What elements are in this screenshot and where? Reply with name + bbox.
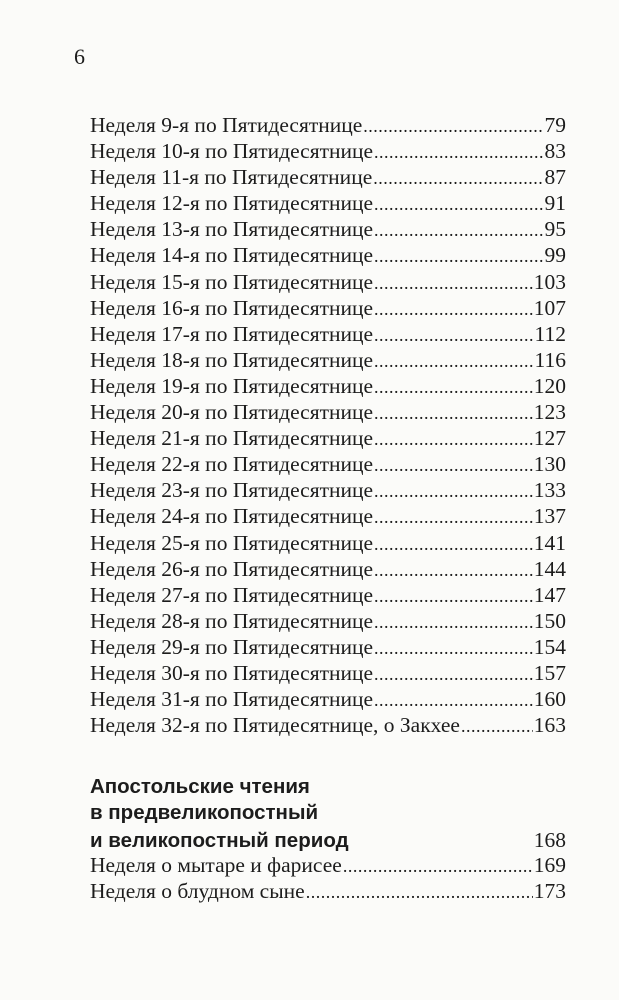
dot-leader bbox=[374, 638, 533, 659]
toc-entry[interactable] bbox=[90, 426, 566, 452]
toc-entry-page: 157 bbox=[533, 660, 566, 685]
toc-entry[interactable] bbox=[90, 713, 566, 739]
toc-entry-page: 173 bbox=[533, 879, 566, 904]
toc-entry[interactable] bbox=[90, 661, 566, 687]
toc-entry-title: Неделя 10-я по Пятидесятнице bbox=[90, 139, 374, 164]
toc-entry-title: Неделя 19-я по Пятидесятнице bbox=[90, 373, 374, 398]
toc-entry-page: 160 bbox=[533, 687, 566, 712]
toc-entry-title: Неделя 31-я по Пятидесятнице bbox=[90, 687, 374, 712]
toc-entry-page: 154 bbox=[533, 634, 566, 659]
section-page: 168 bbox=[533, 827, 566, 852]
toc-entry-page: 169 bbox=[533, 852, 566, 877]
toc-entry-title: Неделя 26-я по Пятидесятнице bbox=[90, 556, 374, 581]
dot-leader bbox=[374, 377, 533, 398]
toc-entry[interactable] bbox=[90, 139, 566, 165]
dot-leader bbox=[374, 299, 533, 320]
toc-entry-title: Неделя 27-я по Пятидесятнице bbox=[90, 582, 374, 607]
toc-entry-title: Неделя 32-я по Пятидесятнице, о Закхее bbox=[90, 713, 460, 738]
toc-entry-title: Неделя 15-я по Пятидесятнице bbox=[90, 269, 374, 294]
toc-entry-title: Неделя 20-я по Пятидесятнице bbox=[90, 400, 374, 425]
toc-entry[interactable] bbox=[90, 452, 566, 478]
toc-entry-title: Неделя 12-я по Пятидесятнице bbox=[90, 191, 374, 216]
dot-leader bbox=[374, 220, 543, 241]
toc-entry-page: 112 bbox=[534, 321, 566, 346]
toc-entry-title: Неделя 21-я по Пятидесятнице bbox=[90, 426, 374, 451]
section-heading-line: Апостольские чтения bbox=[90, 775, 310, 798]
dot-leader bbox=[374, 560, 533, 581]
dot-leader bbox=[374, 246, 543, 267]
toc-entry-page: 150 bbox=[533, 608, 566, 633]
toc-entry[interactable] bbox=[90, 165, 566, 191]
dot-leader bbox=[374, 455, 533, 476]
toc-entry-page: 123 bbox=[533, 400, 566, 425]
toc-entry-page: 133 bbox=[533, 478, 566, 503]
dot-leader bbox=[461, 716, 533, 737]
toc-entry-title: Неделя 9-я по Пятидесятнице bbox=[90, 113, 363, 137]
toc-entry[interactable] bbox=[90, 687, 566, 713]
toc-entry[interactable] bbox=[90, 609, 566, 635]
toc-entry-page: 107 bbox=[533, 295, 566, 320]
toc-entry-page: 137 bbox=[533, 504, 566, 529]
toc-entry-page: 127 bbox=[533, 426, 566, 451]
toc-entry-title: Неделя 14-я по Пятидесятнице bbox=[90, 243, 374, 268]
section-heading-line: и великопостный период bbox=[90, 828, 349, 852]
dot-leader bbox=[374, 351, 534, 372]
toc-entry-title: Неделя 30-я по Пятидесятнице bbox=[90, 660, 374, 685]
dot-leader bbox=[374, 142, 543, 163]
toc-entry[interactable] bbox=[90, 296, 566, 322]
toc-entry-page: 79 bbox=[544, 113, 566, 137]
dot-leader bbox=[374, 481, 533, 502]
dot-leader bbox=[374, 690, 533, 711]
toc-entry-title: Неделя 17-я по Пятидесятнице bbox=[90, 321, 374, 346]
toc-entry-page: 103 bbox=[533, 269, 566, 294]
toc-entry[interactable] bbox=[90, 557, 566, 583]
toc-entry-page: 163 bbox=[533, 713, 566, 738]
toc-entry-title: Неделя 29-я по Пятидесятнице bbox=[90, 634, 374, 659]
toc-entry[interactable] bbox=[90, 853, 566, 879]
page-number: 6 bbox=[74, 44, 85, 69]
dot-leader bbox=[373, 168, 543, 189]
section-heading-line: в предвеликопостный bbox=[90, 801, 319, 825]
section-heading[interactable] bbox=[90, 774, 566, 853]
toc-entry[interactable] bbox=[90, 243, 566, 269]
dot-leader bbox=[374, 194, 543, 215]
toc-entry-title: Неделя 18-я по Пятидесятнице bbox=[90, 347, 374, 372]
toc-entry-page: 83 bbox=[544, 139, 566, 164]
toc-entry[interactable] bbox=[90, 583, 566, 609]
dot-leader bbox=[343, 856, 533, 877]
toc-entry-title: Неделя 23-я по Пятидесятнице bbox=[90, 478, 374, 503]
toc-entry-page: 147 bbox=[533, 582, 566, 607]
dot-leader bbox=[374, 664, 533, 685]
toc-list bbox=[90, 113, 566, 739]
toc-entry[interactable] bbox=[90, 348, 566, 374]
toc-entry-title: Неделя 28-я по Пятидесятнице bbox=[90, 608, 374, 633]
dot-leader bbox=[306, 882, 533, 903]
toc-entry-title: Неделя 24-я по Пятидесятнице bbox=[90, 504, 374, 529]
dot-leader bbox=[374, 534, 533, 555]
toc-entry-title: Неделя о блудном сыне bbox=[90, 879, 305, 904]
dot-leader bbox=[374, 273, 533, 294]
toc-entry-title: Неделя 22-я по Пятидесятнице bbox=[90, 452, 374, 477]
dot-leader bbox=[374, 612, 533, 633]
toc-entry[interactable] bbox=[90, 270, 566, 296]
toc-entry-page: 116 bbox=[534, 347, 566, 372]
toc-entry-title: Неделя 25-я по Пятидесятнице bbox=[90, 530, 374, 555]
toc-entry-page: 95 bbox=[544, 217, 566, 242]
toc-entry[interactable] bbox=[90, 322, 566, 348]
toc-entry[interactable] bbox=[90, 191, 566, 217]
toc-entry-title: Неделя 11-я по Пятидесятнице bbox=[90, 165, 373, 190]
lenten-readings-section bbox=[90, 774, 566, 905]
dot-leader bbox=[374, 429, 533, 450]
toc-entry[interactable] bbox=[90, 478, 566, 504]
toc-entry-title: Неделя о мытаре и фарисее bbox=[90, 852, 342, 877]
toc-entry[interactable] bbox=[90, 400, 566, 426]
dot-leader bbox=[374, 507, 533, 528]
toc-entry-page: 99 bbox=[544, 243, 566, 268]
toc-entry[interactable] bbox=[90, 504, 566, 530]
toc-entry-page: 87 bbox=[544, 165, 566, 190]
toc-entry-page: 130 bbox=[533, 452, 566, 477]
dot-leader bbox=[374, 325, 534, 346]
toc-entry[interactable] bbox=[90, 217, 566, 243]
toc-entry[interactable] bbox=[90, 635, 566, 661]
toc-entry-page: 144 bbox=[533, 556, 566, 581]
toc-entry[interactable] bbox=[90, 113, 566, 139]
dot-leader bbox=[374, 403, 533, 424]
toc-entry-title: Неделя 16-я по Пятидесятнице bbox=[90, 295, 374, 320]
dot-leader bbox=[374, 586, 533, 607]
toc-entry[interactable] bbox=[90, 531, 566, 557]
toc-entry-page: 120 bbox=[533, 373, 566, 398]
toc-entry-page: 91 bbox=[544, 191, 566, 216]
section-heading-last-row bbox=[90, 827, 566, 853]
toc-entry[interactable] bbox=[90, 374, 566, 400]
toc-entry[interactable] bbox=[90, 879, 566, 905]
dot-leader bbox=[363, 116, 543, 137]
toc-entry-title: Неделя 13-я по Пятидесятнице bbox=[90, 217, 374, 242]
toc-entry-page: 141 bbox=[533, 530, 566, 555]
